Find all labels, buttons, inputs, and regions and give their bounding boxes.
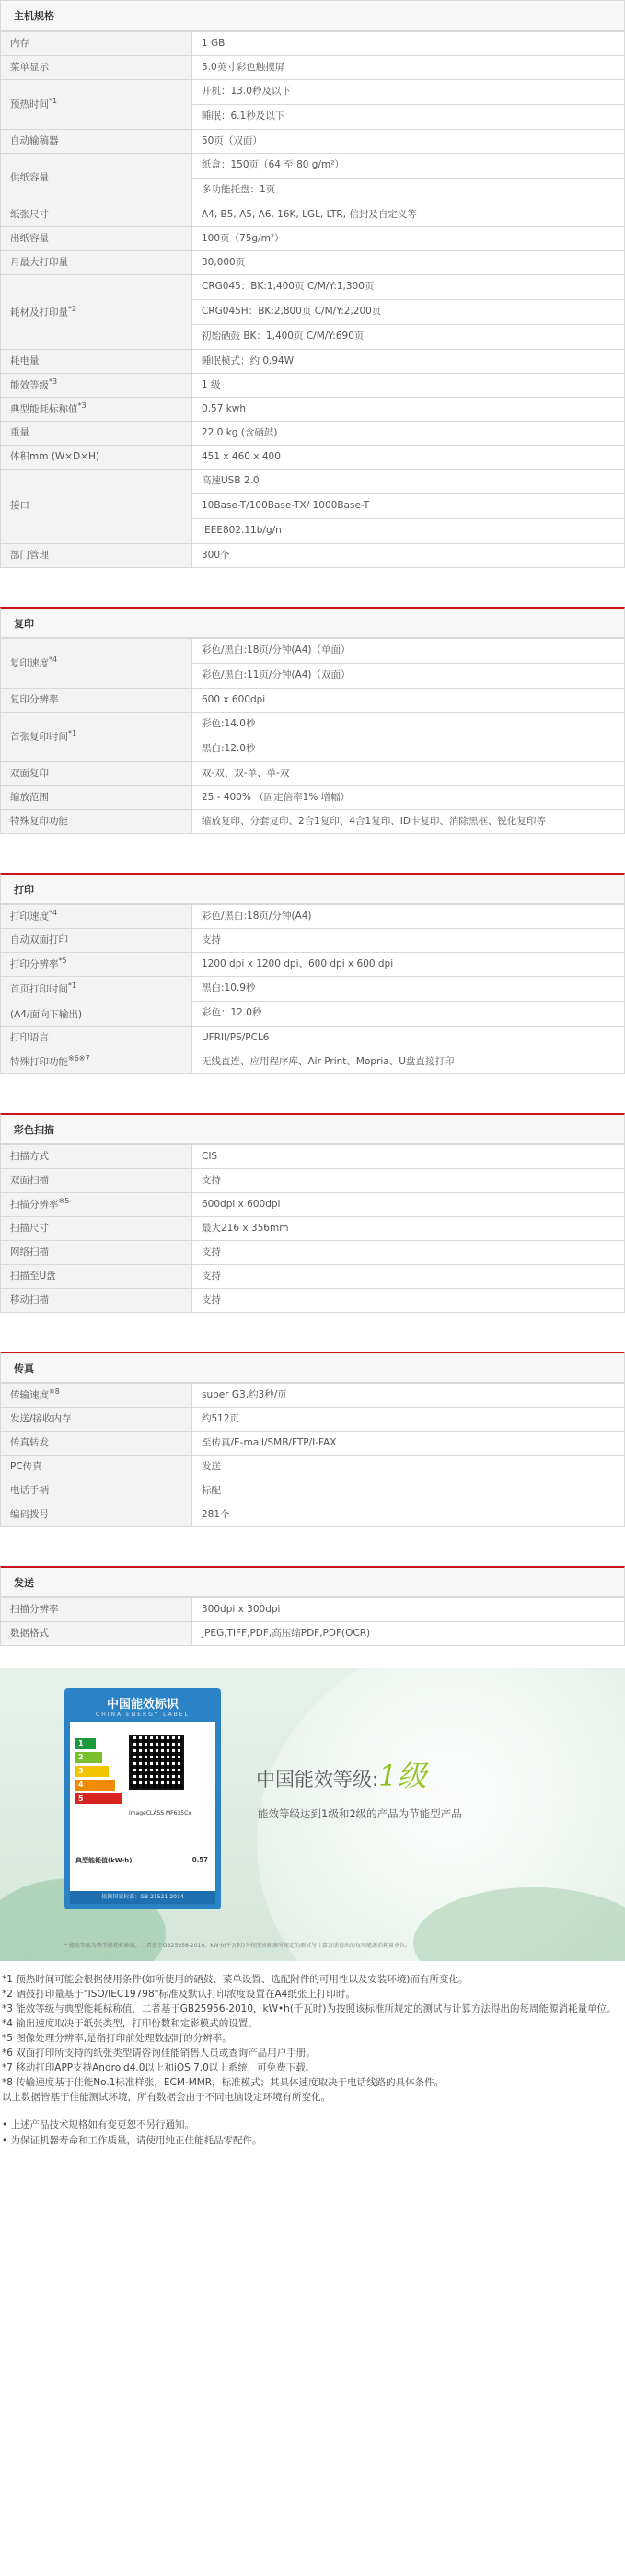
footnote-marker: *1 [68, 729, 77, 738]
table-row [1, 639, 625, 664]
section-title: 主机规格 [0, 0, 625, 31]
spec-key: 特殊复印功能 [1, 810, 192, 834]
spec-key: 打印分辨率$^{*5}$ [1, 953, 192, 977]
section-gap [0, 568, 625, 607]
spec-key: 部门管理 [1, 544, 192, 568]
spec-value: 600 x 600dpi [192, 689, 625, 713]
spec-key: 双面扫描 [1, 1169, 192, 1193]
bullet-line: • 上述产品技术规格如有变更恕不另行通知。 [2, 2119, 195, 2130]
bullet-notes [0, 2105, 625, 2149]
spec-key: 扫描分辨率 [1, 1598, 192, 1622]
qr-code-icon [129, 1735, 184, 1790]
table-row [1, 953, 625, 977]
spec-key: 纸张尺寸 [1, 203, 192, 227]
table-row [1, 689, 625, 713]
spec-value: 发送 [192, 1456, 625, 1479]
footnote-line: *8 传输速度基于佳能No.1标准样张，ECM-MMR，标准模式；其具体速度取决于电话线路的具体条件。 [2, 2077, 445, 2088]
model-name: imageCLASS MF635Cx [129, 1810, 191, 1816]
table-row [1, 1432, 625, 1456]
spec-value: 彩色/黑白:18页/分钟(A4) [192, 905, 625, 929]
section-title: 传真 [0, 1352, 625, 1383]
spec-value: 最大216 x 356mm [192, 1217, 625, 1241]
table-row [1, 470, 625, 494]
spec-section-copy [0, 607, 625, 834]
spec-value: 22.0 kg (含硒鼓) [192, 422, 625, 446]
spec-value: 标配 [192, 1479, 625, 1503]
spec-value: 支持 [192, 1265, 625, 1289]
spec-value: 支持 [192, 929, 625, 953]
section-gap [0, 834, 625, 873]
footnote-marker: ※5 [58, 1197, 70, 1206]
table-row [1, 80, 625, 105]
footnote-marker: *3 [49, 377, 58, 387]
spec-value: 600dpi x 600dpi [192, 1193, 625, 1217]
footnote-marker: *3 [77, 401, 87, 411]
spec-key: 体积mm (W×D×H) [1, 446, 192, 470]
spec-key: 双面复印 [1, 762, 192, 786]
spec-value: 开机：13.0秒及以下 [192, 80, 625, 105]
spec-section-main [0, 0, 625, 568]
table-row [1, 130, 625, 154]
table-row [1, 1050, 625, 1074]
energy-label-title: 中国能效标识 [106, 1698, 179, 1712]
footnote-line: *6 双面打印所支持的纸张类型请咨询佳能销售人员或查询产品用户手册。 [2, 2048, 316, 2059]
table-row [1, 398, 625, 422]
section-title: 复印 [0, 607, 625, 638]
table-row [1, 786, 625, 810]
energy-label-footer: 依据国家标准：GB 21521-2014 [70, 1891, 215, 1904]
energy-label-body [70, 1722, 215, 1902]
table-row [1, 1408, 625, 1432]
footnote-marker: ※6※7 [68, 1054, 90, 1063]
spec-key: 传输速度$^{※8}$ [1, 1384, 192, 1408]
spec-value: 100页（75g/m²） [192, 227, 625, 251]
table-row [1, 1503, 625, 1527]
spec-value: 缩放复印、分套复印、2合1复印、4合1复印、ID卡复印、消除黑框、锐化复印等 [192, 810, 625, 834]
spec-value: 50页（双面） [192, 130, 625, 154]
spec-key: 特殊打印功能$^{※6※7}$ [1, 1050, 192, 1074]
spec-table [0, 1383, 625, 1527]
spec-value: 1 级 [192, 374, 625, 398]
spec-key: 发送/接收内存 [1, 1408, 192, 1432]
spec-key: 数据格式 [1, 1622, 192, 1646]
table-row [1, 374, 625, 398]
table-row [1, 1598, 625, 1622]
footnote-marker: *4 [49, 656, 58, 665]
footnote-line: *7 移动打印APP支持Android4.0以上和iOS 7.0以上系统，可免费下载。 [2, 2062, 316, 2073]
spec-key: 预热时间$^{*1}$ [1, 80, 192, 130]
table-row [1, 1027, 625, 1050]
spec-value: CRG045H：BK:2,800页 C/M/Y:2,200页 [192, 300, 625, 325]
spec-value: 300个 [192, 544, 625, 568]
spec-key: 典型能耗标称值$^{*3}$ [1, 398, 192, 422]
spec-value: 1 GB [192, 32, 625, 56]
spec-value: 睡眠模式：约 0.94W [192, 350, 625, 374]
spec-key: 复印速度$^{*4}$ [1, 639, 192, 689]
spec-key: 复印分辨率 [1, 689, 192, 713]
spec-value: 彩色：12.0秒 [192, 1002, 625, 1027]
spec-key: 耗材及打印量$^{*2}$ [1, 275, 192, 350]
spec-table [0, 1144, 625, 1313]
spec-value: 30,000页 [192, 251, 625, 275]
table-row [1, 1169, 625, 1193]
spec-table [0, 31, 625, 568]
section-gap [0, 1313, 625, 1352]
spec-key: 自动输稿器 [1, 130, 192, 154]
table-row [1, 905, 625, 929]
table-row [1, 154, 625, 179]
spec-key: 供纸容量 [1, 154, 192, 203]
table-row [1, 32, 625, 56]
spec-value: JPEG,TIFF,PDF,高压缩PDF,PDF(OCR) [192, 1622, 625, 1646]
table-row [1, 1289, 625, 1313]
table-row [1, 1265, 625, 1289]
spec-value: 彩色/黑白:11页/分钟(A4)（双面） [192, 664, 625, 689]
spec-table [0, 904, 625, 1074]
spec-value: 多功能托盘：1页 [192, 179, 625, 203]
spec-key: 首页打印时间$^{*1}$ (A4/面向下输出) [1, 977, 192, 1027]
table-row [1, 977, 625, 1002]
spec-key: 打印语言 [1, 1027, 192, 1050]
footnote-marker: *1 [68, 981, 77, 990]
footnotes [0, 1961, 625, 2105]
footnote-marker: ※8 [49, 1387, 60, 1397]
footnote-line: 以上数据皆基于佳能测试环境，所有数据会由于不同电脑设定环境有所变化。 [2, 2092, 330, 2103]
footnote-marker: *1 [49, 97, 58, 106]
spec-key: 扫描尺寸 [1, 1217, 192, 1241]
bullet-line: • 为保证机器寿命和工作质量，请使用纯正佳能耗品零配件。 [2, 2135, 262, 2146]
spec-key-note: (A4/面向下输出) [10, 1008, 83, 1020]
banner-note: * 能效等级为典型能耗标称值，二者基于GB25956-2010。kW·h(千瓦时)为按照该标准所规定的测试与计算方法得出的每周能源消耗量单位。 [64, 1943, 411, 1949]
spec-value: 约512页 [192, 1408, 625, 1432]
spec-value: CRG045：BK:1,400页 C/M/Y:1,300页 [192, 275, 625, 300]
table-row [1, 762, 625, 786]
spec-key: 自动双面打印 [1, 929, 192, 953]
energy-banner [0, 1668, 625, 1961]
table-row [1, 56, 625, 80]
section-title: 发送 [0, 1566, 625, 1597]
table-row [1, 203, 625, 227]
spec-value: 300dpi x 300dpi [192, 1598, 625, 1622]
table-row [1, 929, 625, 953]
spec-value: 0.57 kwh [192, 398, 625, 422]
efficiency-heading [256, 1753, 426, 1795]
spec-value: 黑白:10.9秒 [192, 977, 625, 1002]
spec-key: 网络扫描 [1, 1241, 192, 1265]
section-gap [0, 1527, 625, 1566]
footnote-marker: *4 [49, 909, 58, 918]
section-title: 彩色扫描 [0, 1113, 625, 1144]
spec-key: 耗电量 [1, 350, 192, 374]
grade-bars [75, 1738, 123, 1807]
spec-value: 纸盒：150页（64 至 80 g/m²） [192, 154, 625, 179]
efficiency-level: 1级 [378, 1758, 427, 1793]
spec-value: A4, B5, A5, A6, 16K, LGL, LTR, 信封及自定义等 [192, 203, 625, 227]
spec-value: 初始硒鼓 BK：1,400页 C/M/Y:690页 [192, 325, 625, 350]
table-row [1, 422, 625, 446]
spec-value: super G3,约3秒/页 [192, 1384, 625, 1408]
table-row [1, 1217, 625, 1241]
spec-section-send [0, 1566, 625, 1646]
table-row [1, 810, 625, 834]
spec-key: 首张复印时间$^{*1}$ [1, 713, 192, 762]
spec-key: 移动扫描 [1, 1289, 192, 1313]
spec-key: 扫描分辨率$^{※5}$ [1, 1193, 192, 1217]
spec-value: 高速USB 2.0 [192, 470, 625, 494]
spec-value: 支持 [192, 1289, 625, 1313]
spec-value: 281个 [192, 1503, 625, 1527]
spec-key: 扫描方式 [1, 1145, 192, 1169]
table-row [1, 1622, 625, 1646]
table-row [1, 544, 625, 568]
spec-key: 菜单显示 [1, 56, 192, 80]
grade-bar: 3 [75, 1766, 109, 1777]
table-row [1, 1241, 625, 1265]
spec-key: PC传真 [1, 1456, 192, 1479]
table-row [1, 1145, 625, 1169]
spec-key: 编码拨号 [1, 1503, 192, 1527]
spec-key: 月最大打印量 [1, 251, 192, 275]
spec-value: 25 - 400% （固定倍率1% 增幅） [192, 786, 625, 810]
footnote-line: *4 输出速度取决于纸张类型，打印份数和定影模式的设置。 [2, 2018, 258, 2029]
footnote-line: *5 图像处理分辨率,是指打印前处理数据时的分辨率。 [2, 2033, 232, 2044]
table-row [1, 350, 625, 374]
spec-key: 重量 [1, 422, 192, 446]
table-row [1, 446, 625, 470]
spec-section-scan [0, 1113, 625, 1313]
spec-key: 扫描至U盘 [1, 1265, 192, 1289]
grade-bar: 5 [75, 1793, 122, 1804]
spec-value: 睡眠：6.1秒及以下 [192, 105, 625, 130]
spec-value: 至传真/E-mail/SMB/FTP/I-FAX [192, 1432, 625, 1456]
spec-value: 1200 dpi x 1200 dpi、600 dpi x 600 dpi [192, 953, 625, 977]
metric-label: 典型能耗值(kW·h) [75, 1857, 133, 1864]
spec-value: 彩色/黑白:18页/分钟(A4)（单面） [192, 639, 625, 664]
footnote-marker: *2 [68, 304, 77, 313]
footnote-line: *2 硒鼓打印量基于"ISO/IEC19798"标准及默认打印浓度设置在A4纸张上打印时。 [2, 1989, 355, 2000]
spec-table [0, 638, 625, 834]
spec-value: UFRII/PS/PCL6 [192, 1027, 625, 1050]
spec-value: 双-双、双-单、单-双 [192, 762, 625, 786]
spec-key: 传真转发 [1, 1432, 192, 1456]
efficiency-heading-prefix: 中国能效等级: [256, 1769, 379, 1791]
metric-value: 0.57 [191, 1856, 208, 1863]
grade-bar: 4 [75, 1780, 115, 1791]
footnote-line: *3 能效等级与典型能耗标称值，二者基于GB25956-2010，kW•h(千瓦时)为按照该标准所规定的测试与计算方法得出的每周能源消耗量单位。 [2, 2003, 617, 2014]
spec-value: 支持 [192, 1169, 625, 1193]
spec-value: 支持 [192, 1241, 625, 1265]
section-title: 打印 [0, 873, 625, 904]
table-row [1, 227, 625, 251]
spec-key: 接口 [1, 470, 192, 544]
efficiency-description: 能效等级达到1级和2级的产品为节能型产品 [258, 1807, 462, 1820]
spec-value: IEEE802.11b/g/n [192, 519, 625, 544]
energy-label-subtitle: CHINA ENERGY LABEL [96, 1712, 190, 1718]
spec-value: CIS [192, 1145, 625, 1169]
spec-key: 电话手柄 [1, 1479, 192, 1503]
spec-value: 黑白:12.0秒 [192, 737, 625, 762]
spec-section-fax [0, 1352, 625, 1527]
spec-value: 无线直连、应用程序库、Air Print、Mopria、U盘直接打印 [192, 1050, 625, 1074]
spec-key: 打印速度$^{*4}$ [1, 905, 192, 929]
spec-key: 能效等级$^{*3}$ [1, 374, 192, 398]
table-row [1, 251, 625, 275]
footnote-marker: *5 [58, 957, 67, 966]
spec-key: 内存 [1, 32, 192, 56]
grade-bar: 1 [75, 1738, 96, 1749]
table-row [1, 713, 625, 737]
table-row [1, 275, 625, 300]
spec-value: 451 x 460 x 400 [192, 446, 625, 470]
section-gap [0, 1074, 625, 1113]
table-row [1, 1479, 625, 1503]
table-row [1, 1193, 625, 1217]
spec-table [0, 1597, 625, 1646]
energy-label-card [64, 1688, 221, 1909]
table-row [1, 1456, 625, 1479]
spec-section-print [0, 873, 625, 1074]
spec-key: 出纸容量 [1, 227, 192, 251]
spec-value: 彩色:14.0秒 [192, 713, 625, 737]
table-row [1, 1384, 625, 1408]
spec-value: 10Base-T/100Base-TX/ 1000Base-T [192, 494, 625, 519]
spec-value: 5.0英寸彩色触摸屏 [192, 56, 625, 80]
footnote-line: *1 预热时间可能会根据使用条件(如所使用的硒鼓、菜单设置、选配附件的可用性以及安装环境)而有所变化。 [2, 1974, 469, 1985]
grade-bar: 2 [75, 1752, 102, 1763]
spec-key: 缩放范围 [1, 786, 192, 810]
